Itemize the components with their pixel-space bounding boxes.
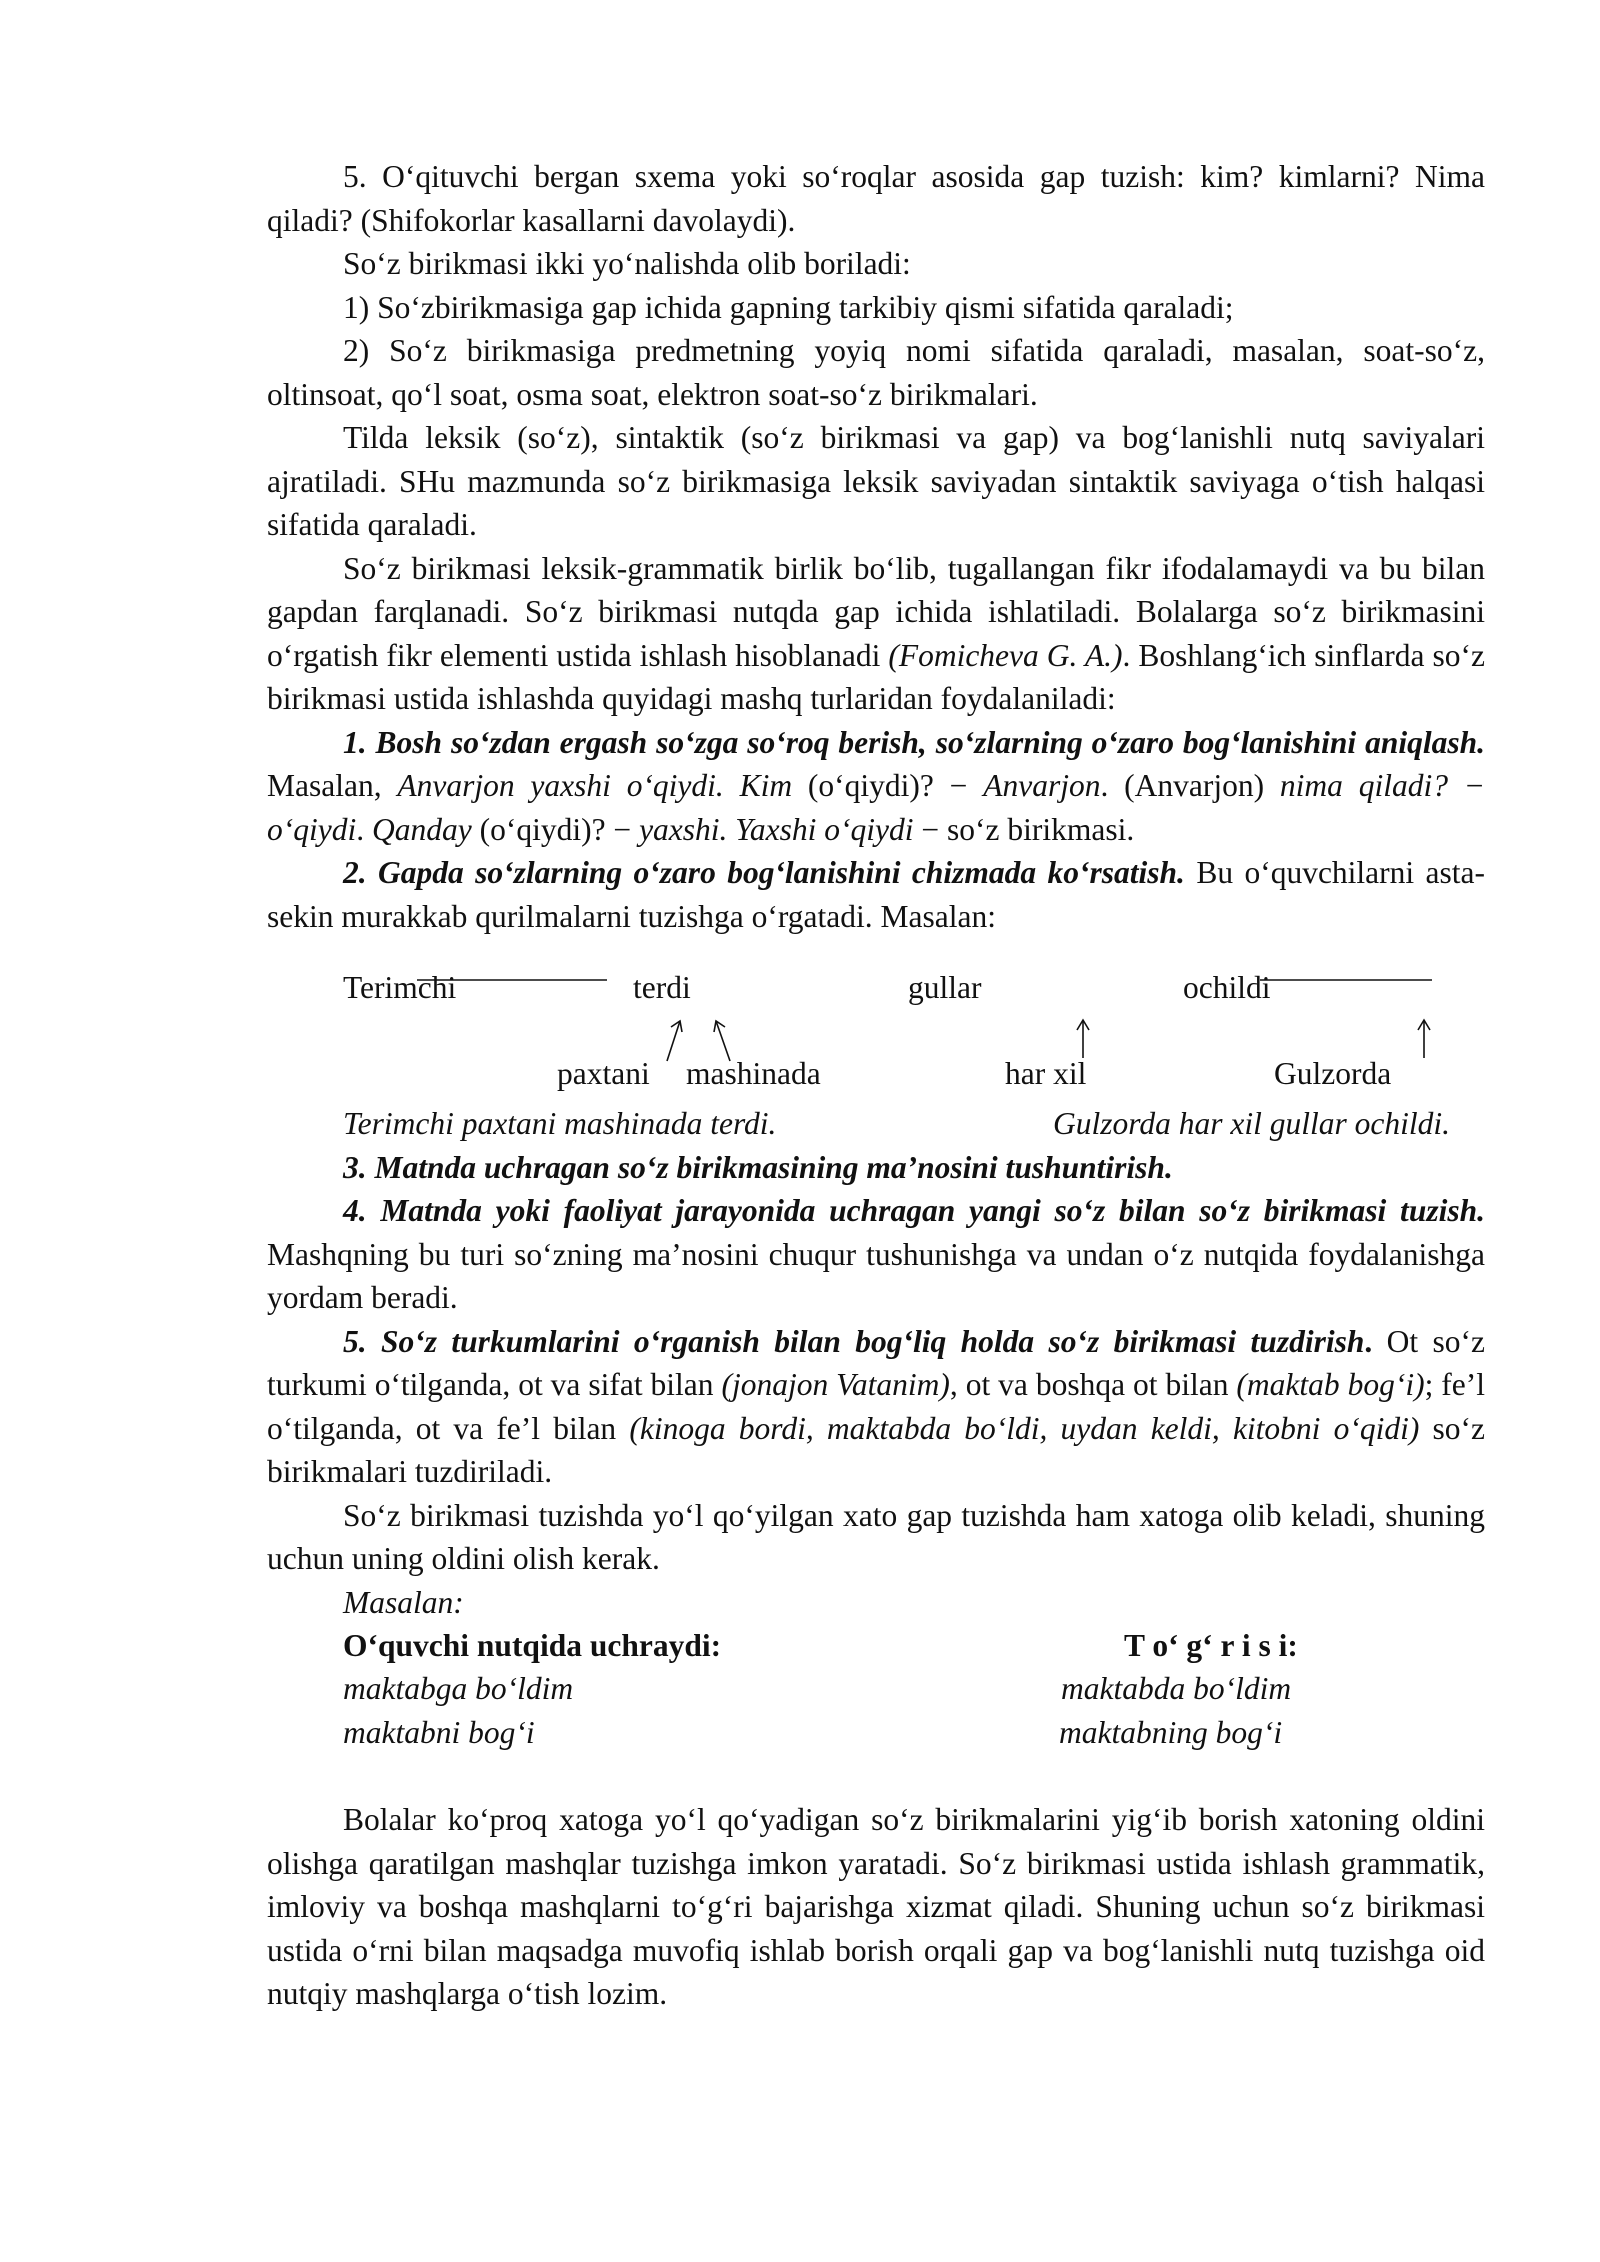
arrow-up-icon <box>667 1021 680 1061</box>
italic-run: (maktab bog‘i) <box>1236 1367 1425 1402</box>
text-run: (o‘qiydi)? − <box>471 811 640 847</box>
italic-run: nima qiladi? − o‘qiydi <box>267 768 1486 847</box>
example-sentence: Terimchi paxtani mashinada terdi. <box>343 1106 777 1141</box>
diagram-word: Gulzorda <box>1274 1056 1392 1091</box>
exercise-3 <box>267 1146 1485 1190</box>
diagram-word: gullar <box>908 970 982 1005</box>
document-body <box>267 155 1485 2016</box>
text-run: Masalan, <box>267 768 398 803</box>
paragraph-task-5 <box>267 155 1485 242</box>
exercise-heading: 1. Bosh so‘zdan ergash so‘zga so‘roq berish, so‘zlarning o‘zaro bog‘lanishini aniqlash. <box>343 724 1485 760</box>
text-run: . (Anvarjon) <box>1100 768 1280 803</box>
diagram-word: mashinada <box>686 1056 821 1091</box>
paragraph-errors: So‘z birikmasi tuzishda yo‘l qo‘yilgan xato gap tuzishda ham xatoga olib keladi, shuning uchun uning oldini olish kerak. <box>267 1497 1485 1576</box>
exercise-4 <box>267 1189 1485 1320</box>
diagram-word: terdi <box>633 970 691 1005</box>
diagram-word: paxtani <box>557 1056 650 1091</box>
table-cell: maktabning bog‘i <box>1059 1715 1283 1750</box>
exercise-1 <box>267 721 1485 852</box>
paragraph-direction-1: 1) So‘zbirikmasiga gap ichida gapning tarkibiy qismi sifatida qaraladi; <box>343 289 1234 325</box>
table-cell: maktabni bog‘i <box>343 1715 535 1750</box>
text-run: − so‘z birikmasi. <box>913 811 1135 847</box>
table-cell: maktabda bo‘ldim <box>1061 1671 1292 1706</box>
table-header-errors: O‘quvchi nutqida uchraydi: <box>343 1628 722 1663</box>
paragraph-levels: Tilda leksik (so‘z), sintaktik (so‘z birikmasi va gap) va bog‘lanishli nutq saviyalari ajratiladi. SHu mazmunda so‘z birikmasiga leksik saviyadan sintaktik saviyaga o‘tish halqasi sifatida qaraladi. <box>267 420 1485 542</box>
paragraph-conclusion: Bolalar ko‘proq xatoga yo‘l qo‘yadigan so‘z birikmalarini yig‘ib borish xatoning oldini olishga qaratilgan mashqlar tuzishga imkon yaratadi. So‘z birikmasi ustida ishlash grammatik, imloviy va boshqa mashqlarni to‘g‘ri bajarishga xizmat qiladi. Shuning uchun so‘z birikmasi ustida o‘rni bilan maqsadga muvofiq ishlab borish orqali gap va bog‘lanishli nutq tuzishga oid nutqiy mashqlarga o‘tish lozim. <box>267 1802 1485 2011</box>
exercise-2 <box>267 851 1485 938</box>
paragraph-text: 5. O‘qituvchi bergan sxema yoki so‘roqlar asosida gap tuzish: kim? kimlarni? Nima qiladi? (Shifokorlar kasallarni davolaydi). <box>267 159 1485 238</box>
table-header-correct: T o‘ g‘ r i s i: <box>1124 1628 1298 1663</box>
italic-run: yaxshi. Yaxshi o‘qiydi <box>639 811 914 847</box>
correction-table <box>267 1624 1485 1798</box>
text-run: . <box>1364 1323 1373 1359</box>
example-sentence: Gulzorda har xil gullar ochildi. <box>1053 1106 1450 1141</box>
exercise-heading: 4. Matnda yoki faoliyat jarayonida uchragan yangi so‘z bilan so‘z birikmasi tuzish. <box>343 1193 1485 1228</box>
italic-run: Masalan: <box>343 1584 464 1620</box>
text-run: , ot va boshqa ot bilan <box>949 1367 1237 1402</box>
text-run: Bu o‘quvchilarni asta-sekin murakkab qurilmalarni tuzishga o‘rgatadi. Masalan: <box>267 855 1485 934</box>
paragraph-lexical-grammatical <box>267 547 1485 721</box>
table-cell: maktabga bo‘ldim <box>343 1671 574 1706</box>
diagram-word: har xil <box>1005 1056 1087 1091</box>
diagram-sentences <box>343 1102 1485 1146</box>
italic-run: Anvarjon yaxshi o‘qiydi. Kim <box>397 768 793 803</box>
text-run: so‘z birikmalari tuzdiriladi. <box>267 1410 1485 1489</box>
exercise-heading: 5. So‘z turkumlarini o‘rganish bilan bog‘liq holda so‘z birikmasi tuzdirish <box>343 1323 1365 1359</box>
italic-run: (kinoga bordi, maktabda bo‘ldi, uydan keldi, kitobni o‘qidi) <box>629 1410 1420 1446</box>
text-run: ; fe’l o‘tilganda, ot va fe’l bilan <box>267 1367 1485 1446</box>
diagram-word: ochildi <box>1183 970 1271 1005</box>
text-run: Mashqning bu turi so‘zning ma’nosini chuqur tushunishga va undan o‘z nutqida foydalanishga yordam beradi. <box>267 1236 1485 1315</box>
paragraph-direction-2: 2) So‘z birikmasiga predmetning yoyiq nomi sifatida qaraladi, masalan, soat-so‘z, oltinsoat, qo‘l soat, osma soat, elektron soat-so‘z birikmalari. <box>267 333 1485 412</box>
word-link-diagram <box>267 966 1485 1102</box>
exercise-heading: 3. Matnda uchragan so‘z birikmasining ma’nosini tushuntirish. <box>343 1149 1173 1185</box>
text-run: . Boshlang‘ich sinflarda so‘z birikmasi ustida ishlashda quyidagi mashq turlaridan foydalaniladi: <box>267 637 1485 716</box>
italic-run: Anvarjon <box>983 768 1101 803</box>
italic-run: (jonajon Vatanim) <box>721 1367 950 1402</box>
masalan-label <box>267 1581 1485 1625</box>
citation: (Fomicheva G. A.) <box>888 637 1123 673</box>
text-run: Ot so‘z turkumi o‘tilganda, ot va sifat bilan <box>267 1323 1485 1402</box>
text-run: So‘z birikmasi leksik-grammatik birlik bo‘lib, tugallangan fikr ifodalamaydi va bu bilan gapdan farqlanadi. So‘z birikmasi nutqda gap ichida ishlatiladi. Bolalarga so‘z birikmasini o‘rgatish fikr elementi ustida ishlash hisoblanadi <box>267 550 1485 673</box>
diagram-word: Terimchi <box>343 970 457 1005</box>
exercise-5 <box>267 1320 1485 1494</box>
text-run: . <box>356 811 372 847</box>
exercise-heading: 2. Gapda so‘zlarning o‘zaro bog‘lanishini chizmada ko‘rsatish. <box>343 855 1185 890</box>
paragraph-directions: So‘z birikmasi ikki yo‘nalishda olib boriladi: <box>343 246 911 281</box>
italic-run: Qanday <box>371 811 472 847</box>
text-run: (o‘qiydi)? − <box>792 768 984 803</box>
